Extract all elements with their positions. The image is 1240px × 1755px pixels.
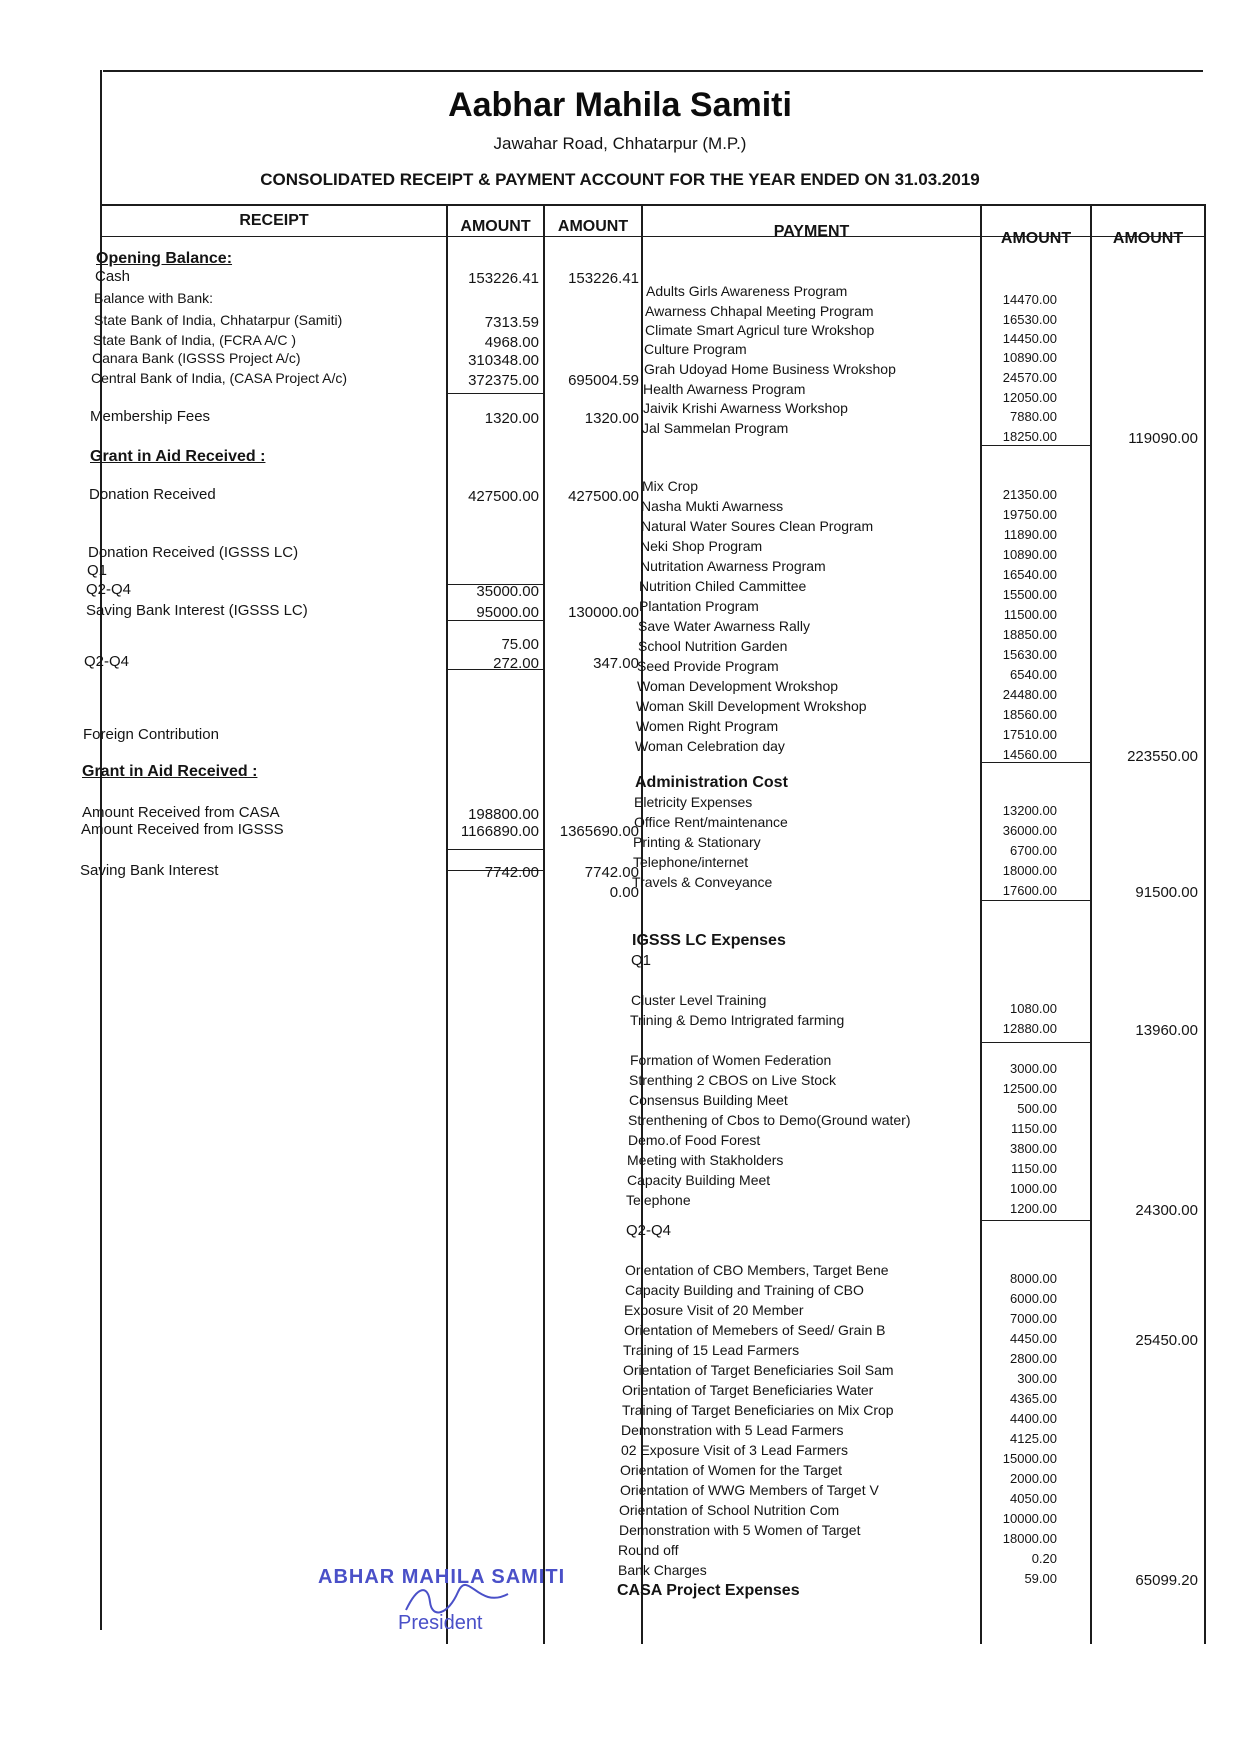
col-divider-5 <box>1090 204 1092 1644</box>
payment-amount: 18250.00 <box>1002 429 1057 444</box>
payment-row-label: Demonstration with 5 Lead Farmers <box>621 1422 844 1438</box>
payment-amount: 18560.00 <box>1002 707 1057 722</box>
payment-amount: 24570.00 <box>1002 370 1057 385</box>
receipt-subtotal: 0.00 <box>609 884 639 901</box>
payment-amount: 12880.00 <box>1002 1021 1057 1036</box>
payment-amount: 4125.00 <box>1010 1431 1057 1446</box>
receipt-row-label: Saving Bank Interest (IGSSS LC) <box>86 602 308 619</box>
payment-total: 91500.00 <box>1135 884 1198 901</box>
payment-amount: 1000.00 <box>1010 1181 1057 1196</box>
payment-amount: 36000.00 <box>1002 823 1057 838</box>
receipt-row-label: Grant in Aid Received : <box>90 448 266 465</box>
payment-row-label: Seed Provide Program <box>637 658 779 674</box>
payment-row-label: Orientation of Memebers of Seed/ Grain B <box>624 1322 886 1338</box>
receipt-subtotal: 7742.00 <box>584 864 639 881</box>
payment-row-label: Woman Skill Development Wrokshop <box>636 698 867 714</box>
receipt-amount: 372375.00 <box>468 372 539 389</box>
col-divider-4 <box>980 204 982 1644</box>
payment-row-label: Administration Cost <box>635 774 788 791</box>
payment-header: PAYMENT <box>773 223 850 240</box>
payment-row-label: Jaivik Krishi Awarness Workshop <box>643 400 848 416</box>
payment-row-label: Travels & Conveyance <box>632 874 773 890</box>
payment-amount: 3800.00 <box>1010 1141 1057 1156</box>
payment-amount: 14560.00 <box>1002 747 1057 762</box>
payment-row-label: Capacity Building Meet <box>627 1172 771 1188</box>
payment-total: 119090.00 <box>1128 430 1198 447</box>
subtotal-rule <box>982 445 1090 446</box>
receipt-row-label: Amount Received from IGSSS <box>81 821 284 838</box>
receipt-row-label: Balance with Bank: <box>94 290 214 306</box>
payment-row-label: Nutrition Chiled Cammittee <box>639 578 807 594</box>
payment-row-label: Trining & Demo Intrigrated farming <box>630 1012 845 1028</box>
payment-amount: 8000.00 <box>1010 1271 1057 1286</box>
header-top-line <box>100 204 1206 206</box>
payment-row-label: IGSSS LC Expenses <box>632 932 786 949</box>
payment-row-label: Cluster Level Training <box>631 992 767 1008</box>
receipt-amount: 7742.00 <box>484 864 539 881</box>
payment-row-label: CASA Project Expenses <box>617 1582 800 1599</box>
payment-amount: 15000.00 <box>1002 1451 1057 1466</box>
payment-row-label: Neki Shop Program <box>640 538 763 554</box>
payment-row-label: Demonstration with 5 Women of Target <box>619 1522 861 1538</box>
payment-row-label: Nasha Mukti Awarness <box>641 498 784 514</box>
subtotal-rule <box>982 1220 1090 1221</box>
receipt-amount: 4968.00 <box>484 334 539 351</box>
payment-amount: 14470.00 <box>1002 292 1057 307</box>
payment-row-label: Formation of Women Federation <box>630 1052 832 1068</box>
payment-row-label: Orientation of School Nutrition Com <box>619 1502 840 1518</box>
amount-header-4: AMOUNT <box>1112 230 1184 247</box>
payment-row-label: Strenthing 2 CBOS on Live Stock <box>629 1072 836 1088</box>
receipt-row-label: Q2-Q4 <box>84 653 130 670</box>
payment-row-label: Capacity Building and Training of CBO <box>625 1282 864 1298</box>
payment-amount: 3000.00 <box>1010 1061 1057 1076</box>
receipt-amount: 198800.00 <box>468 806 539 823</box>
amount-header-2: AMOUNT <box>557 218 629 235</box>
payment-row-label: Demo.of Food Forest <box>628 1132 761 1148</box>
payment-row-label: Telephone/internet <box>633 854 749 870</box>
receipt-amount: 75.00 <box>501 636 539 653</box>
payment-row-label: 02 Exposure Visit of 3 Lead Farmers <box>621 1442 848 1458</box>
payment-amount: 16540.00 <box>1002 567 1057 582</box>
payment-row-label: Exposure Visit of 20 Member <box>624 1302 804 1318</box>
organization-stamp: ABHAR MAHILA SAMITI <box>318 1566 566 1588</box>
receipt-row-label: Grant in Aid Received : <box>82 763 258 780</box>
payment-amount: 6700.00 <box>1010 843 1057 858</box>
payment-amount: 13200.00 <box>1002 803 1057 818</box>
payment-row-label: Orientation of WWG Members of Target V <box>620 1482 879 1498</box>
frame-right-line <box>1204 204 1206 1644</box>
payment-row-label: Orientation of CBO Members, Target Bene <box>625 1262 889 1278</box>
payment-row-label: Meeting with Stakholders <box>627 1152 784 1168</box>
receipt-row-label: Canara Bank (IGSSS Project A/c) <box>92 350 301 366</box>
payment-amount: 24480.00 <box>1002 687 1057 702</box>
payment-row-label: Consensus Building Meet <box>629 1092 788 1108</box>
payment-total: 13960.00 <box>1135 1022 1198 1039</box>
payment-amount: 4400.00 <box>1010 1411 1057 1426</box>
payment-amount: 10000.00 <box>1002 1511 1057 1526</box>
payment-amount: 0.20 <box>1031 1551 1057 1566</box>
payment-row-label: Orientation of Target Beneficiaries Water <box>622 1382 874 1398</box>
payment-amount: 1150.00 <box>1010 1161 1057 1176</box>
payment-row-label: Women Right Program <box>636 718 779 734</box>
payment-row-label: Adults Girls Awareness Program <box>646 283 848 299</box>
payment-row-label: Natural Water Soures Clean Program <box>641 518 874 534</box>
payment-row-label: School Nutrition Garden <box>638 638 788 654</box>
payment-row-label: Eletricity Expenses <box>634 794 753 810</box>
receipt-amount: 1166890.00 <box>460 823 539 840</box>
payment-row-label: Woman Development Wrokshop <box>637 678 839 694</box>
payment-amount: 11890.00 <box>1003 527 1057 542</box>
payment-row-label: Strenthening of Cbos to Demo(Ground water) <box>628 1112 911 1128</box>
payment-amount: 1150.00 <box>1010 1121 1057 1136</box>
receipt-amount: 95000.00 <box>476 604 539 621</box>
payment-amount: 4450.00 <box>1010 1331 1057 1346</box>
receipt-amount: 427500.00 <box>468 488 539 505</box>
receipt-amount: 272.00 <box>493 655 539 672</box>
payment-amount: 300.00 <box>1017 1371 1057 1386</box>
payment-amount: 17510.00 <box>1002 727 1057 742</box>
receipt-subtotal: 130000.00 <box>568 604 639 621</box>
payment-row-label: Health Awarness Program <box>643 381 806 397</box>
subtotal-rule <box>982 762 1090 763</box>
receipt-row-label: Amount Received from CASA <box>82 804 280 821</box>
payment-amount: 1080.00 <box>1010 1001 1057 1016</box>
payment-amount: 6540.00 <box>1010 667 1057 682</box>
payment-amount: 500.00 <box>1017 1101 1057 1116</box>
receipt-amount: 35000.00 <box>476 583 539 600</box>
payment-row-label: Orientation of Target Beneficiaries Soil Sam <box>623 1362 894 1378</box>
receipt-subtotal: 1365690.00 <box>559 823 639 840</box>
signatory-role: President <box>398 1612 483 1634</box>
payment-amount: 10890.00 <box>1002 350 1057 365</box>
payment-row-label: Telephone <box>626 1192 691 1208</box>
payment-row-label: Jal Sammelan Program <box>642 420 789 436</box>
receipt-amount: 7313.59 <box>484 314 539 331</box>
organization-address: Jawahar Road, Chhatarpur (M.P.) <box>493 134 747 153</box>
payment-amount: 18000.00 <box>1002 1531 1057 1546</box>
payment-amount: 11500.00 <box>1003 607 1057 622</box>
subtotal-rule <box>448 849 543 850</box>
payment-amount: 18000.00 <box>1002 863 1057 878</box>
receipt-row-label: Donation Received <box>89 486 216 503</box>
receipt-subtotal: 1320.00 <box>584 410 639 427</box>
receipt-row-label: Foreign Contribution <box>83 726 219 743</box>
receipt-subtotal: 347.00 <box>593 655 639 672</box>
payment-row-label: Climate Smart Agricul ture Wrokshop <box>645 322 875 338</box>
payment-row-label: Culture Program <box>644 341 747 357</box>
payment-row-label: Mix Crop <box>642 478 699 494</box>
payment-row-label: Round off <box>618 1542 679 1558</box>
receipt-row-label: State Bank of India, Chhatarpur (Samiti) <box>94 312 343 328</box>
payment-row-label: Bank Charges <box>618 1562 707 1578</box>
payment-total: 223550.00 <box>1127 748 1198 765</box>
payment-amount: 7880.00 <box>1010 409 1057 424</box>
payment-row-label: Printing & Stationary <box>633 834 761 850</box>
receipt-row-label: State Bank of India, (FCRA A/C ) <box>93 332 297 348</box>
organization-name: Aabhar Mahila Samiti <box>448 86 792 124</box>
payment-amount: 21350.00 <box>1002 487 1057 502</box>
receipt-row-label: Central Bank of India, (CASA Project A/c) <box>91 370 348 386</box>
subtotal-rule <box>448 393 543 394</box>
payment-amount: 12050.00 <box>1002 390 1057 405</box>
payment-amount: 12500.00 <box>1002 1081 1057 1096</box>
payment-amount: 16530.00 <box>1002 312 1057 327</box>
payment-row-label: Woman Celebration day <box>635 738 785 754</box>
payment-row-label: Office Rent/maintenance <box>634 814 788 830</box>
payment-amount: 14450.00 <box>1002 331 1057 346</box>
receipt-subtotal: 153226.41 <box>568 270 639 287</box>
payment-row-label: Awarness Chhapal Meeting Program <box>645 303 874 319</box>
payment-row-label: Nutritation Awarness Program <box>640 558 826 574</box>
payment-row-label: Save Water Awarness Rally <box>638 618 810 634</box>
payment-amount: 6000.00 <box>1010 1291 1057 1306</box>
receipt-row-label: Cash <box>95 268 131 285</box>
receipt-row-label: Opening Balance: <box>96 250 233 267</box>
payment-row-label: Q1 <box>631 952 652 969</box>
receipt-subtotal: 695004.59 <box>568 372 639 389</box>
payment-amount: 17600.00 <box>1002 883 1057 898</box>
payment-total: 65099.20 <box>1135 1572 1198 1589</box>
receipt-row-label: Donation Received (IGSSS LC) <box>88 544 299 561</box>
payment-amount: 7000.00 <box>1010 1311 1057 1326</box>
receipt-row-label: Saving Bank Interest <box>80 862 219 879</box>
receipt-amount: 1320.00 <box>484 410 539 427</box>
subtotal-rule <box>982 1042 1090 1043</box>
payment-row-label: Q2-Q4 <box>626 1222 672 1239</box>
amount-header-3: AMOUNT <box>1000 230 1072 247</box>
receipt-amount: 310348.00 <box>468 352 539 369</box>
receipt-subtotal: 427500.00 <box>568 488 639 505</box>
payment-row-label: Orientation of Women for the Target <box>620 1462 843 1478</box>
payment-amount: 18850.00 <box>1002 627 1057 642</box>
receipt-row-label: Q2-Q4 <box>86 581 132 598</box>
payment-amount: 15500.00 <box>1002 587 1057 602</box>
payment-total: 25450.00 <box>1135 1332 1198 1349</box>
payment-amount: 15630.00 <box>1002 647 1057 662</box>
receipt-header: RECEIPT <box>239 212 309 229</box>
receipt-amount: 153226.41 <box>468 270 539 287</box>
receipt-row-label: Q1 <box>87 562 108 579</box>
frame-top-line <box>103 70 1203 72</box>
payment-amount: 4050.00 <box>1010 1491 1057 1506</box>
payment-row-label: Plantation Program <box>639 598 759 614</box>
statement-title: CONSOLIDATED RECEIPT & PAYMENT ACCOUNT FOR THE YEAR ENDED ON 31.03.2019 <box>260 170 980 189</box>
payment-amount: 1200.00 <box>1010 1201 1057 1216</box>
payment-amount: 59.00 <box>1024 1571 1057 1586</box>
subtotal-rule <box>982 900 1090 901</box>
receipt-row-label: Membership Fees <box>90 408 211 425</box>
payment-amount: 19750.00 <box>1002 507 1057 522</box>
payment-row-label: Training of 15 Lead Farmers <box>623 1342 800 1358</box>
amount-header-1: AMOUNT <box>460 218 531 235</box>
payment-amount: 10890.00 <box>1002 547 1057 562</box>
payment-total: 24300.00 <box>1135 1202 1198 1219</box>
payment-row-label: Grah Udoyad Home Business Wrokshop <box>644 361 896 377</box>
payment-amount: 4365.00 <box>1010 1391 1057 1406</box>
payment-amount: 2800.00 <box>1010 1351 1057 1366</box>
payment-amount: 2000.00 <box>1010 1471 1057 1486</box>
payment-row-label: Training of Target Beneficiaries on Mix Crop <box>622 1402 894 1418</box>
